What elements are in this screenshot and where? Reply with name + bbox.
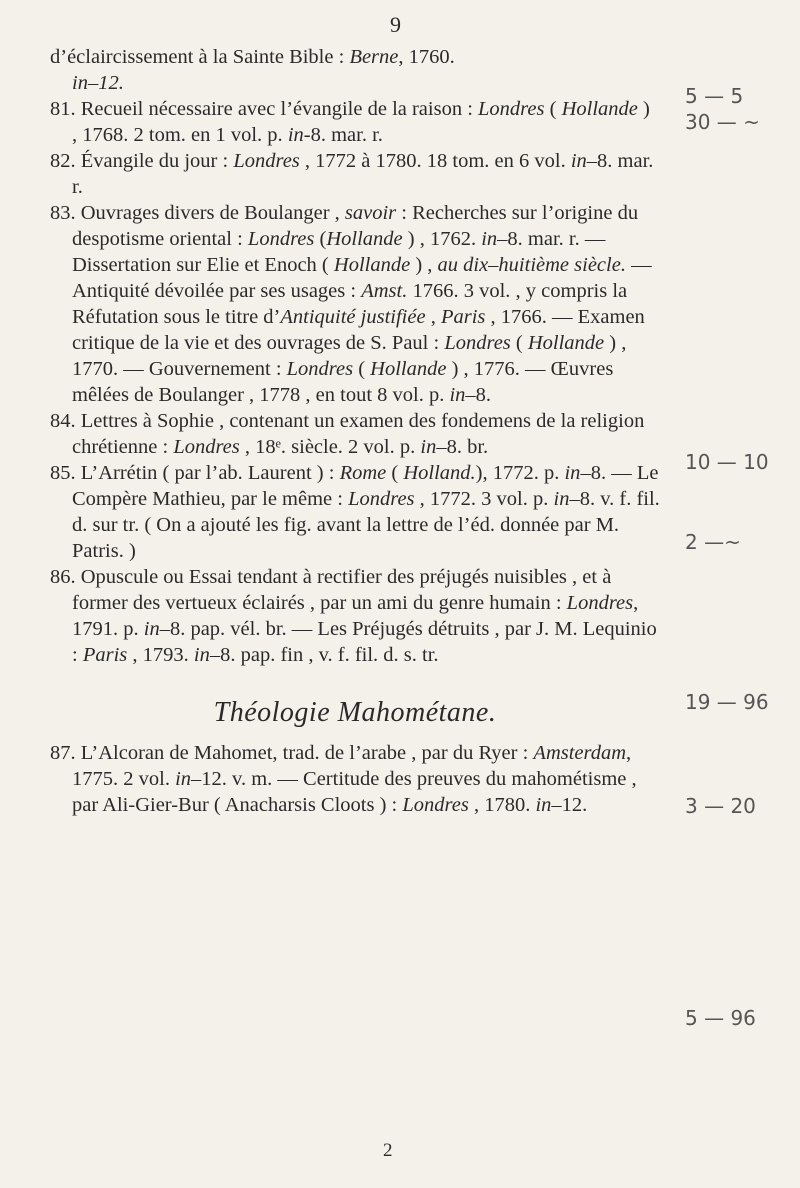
price-note-81: 5 — 5 (685, 84, 744, 108)
entry-number: 85. (50, 462, 76, 484)
price-note-84: 2 —~ (685, 530, 741, 554)
entry-number: 86. (50, 566, 76, 588)
catalogue-entry-86: 86. Opuscule ou Essai tendant à rectifier des préjugés nuisibles , et à former des vertueux éclairés , par un ami du genre humain : Londres, 1791. p. in–8. pap. vél. br. — Les Préjugés détruits , par J. M. Lequinio : Paris , 1793. in–8. pap. fin , v. f. fil. d. s. tr. (50, 566, 657, 666)
signature-mark: 2 (383, 1140, 393, 1161)
price-note-85: 19 — 96 (685, 690, 769, 714)
price-note-86: 3 — 20 (685, 794, 756, 818)
catalogue-entry-84: 84. Lettres à Sophie , contenant un examen des fondemens de la religion chrétienne : Londres , 18ᵉ. siècle. 2 vol. p. in–8. br. (50, 410, 645, 458)
price-note-82: 30 — ~ (685, 110, 760, 134)
catalogue-entry-83: 83. Ouvrages divers de Boulanger , savoir : Recherches sur l’origine du despotisme oriental : Londres (Hollande ) , 1762. in–8. mar. r. — Dissertation sur Elie et Enoch ( Hollande ) , au dix–huitième siècle. — Antiquité dévoilée par ses usages : Amst. 1766. 3 vol. , y compris la Réfutation sous le titre d’Antiquité justifiée , Paris , 1766. — Examen critique de la vie et des ouvrages de S. Paul : Londres ( Hollande ) , 1770. — Gouvernement : Londres ( Hollande ) , 1776. — Œuvres mêlées de Boulanger , 1778 , en tout 8 vol. p. in–8. (50, 202, 652, 406)
entry-number: 81. (50, 98, 76, 120)
section-heading: Théologie Mahométane. (213, 697, 497, 728)
price-note-83: 10 — 10 (685, 450, 769, 474)
page-number: 9 (390, 12, 401, 37)
entry-number: 82. (50, 150, 76, 172)
continued-entry: d’éclaircissement à la Sainte Bible : Berne, 1760. in–12. (50, 46, 455, 94)
entry-number: 84. (50, 410, 76, 432)
catalogue-text (50, 44, 660, 818)
catalogue-entry-82: 82. Évangile du jour : Londres , 1772 à 1780. 18 tom. en 6 vol. in–8. mar. r. (50, 150, 654, 198)
entry-number: 87. (50, 742, 76, 764)
catalogue-entry-87: 87. L’Alcoran de Mahomet, trad. de l’arabe , par du Ryer : Amsterdam, 1775. 2 vol. in–12. v. m. — Certitude des preuves du mahométisme , par Ali-Gier-Bur ( Anacharsis Cloots ) : Londres , 1780. in–12. (50, 742, 637, 816)
price-note-87: 5 — 96 (685, 1006, 756, 1030)
entry-number: 83. (50, 202, 76, 224)
catalogue-entry-81: 81. Recueil nécessaire avec l’évangile de la raison : Londres ( Hollande ) , 1768. 2 tom. en 1 vol. p. in-8. mar. r. (50, 98, 650, 146)
catalogue-entry-85: 85. L’Arrétin ( par l’ab. Laurent ) : Rome ( Holland.), 1772. p. in–8. — Le Compère Mathieu, par le même : Londres , 1772. 3 vol. p. in–8. v. f. fil. d. sur tr. ( On a ajouté les fig. avant la lettre de l’éd. donnée par M. Patris. ) (50, 462, 660, 562)
